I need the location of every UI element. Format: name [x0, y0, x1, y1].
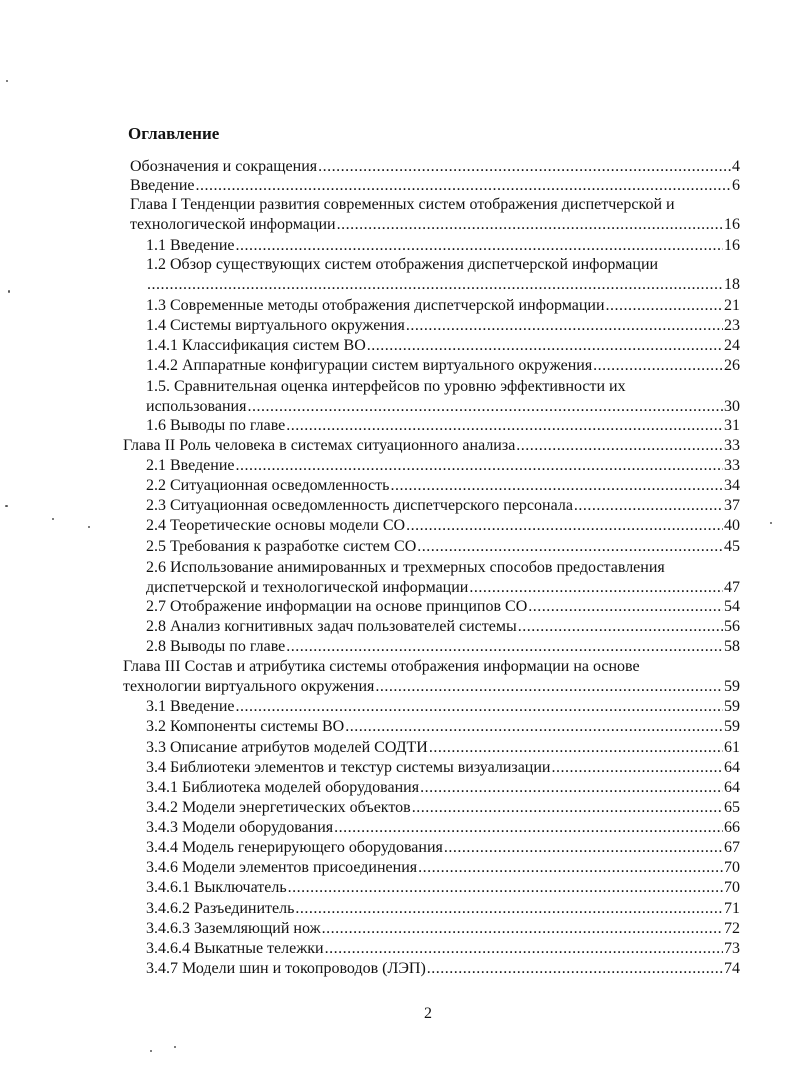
dot-leader — [518, 617, 723, 637]
dot-leader — [367, 336, 723, 356]
toc-entry-page: 21 — [724, 297, 740, 314]
toc-entry-page: 16 — [724, 237, 740, 254]
dot-leader — [417, 537, 723, 557]
dot-leader — [469, 578, 723, 598]
dot-leader — [247, 397, 723, 417]
toc-entry[interactable] — [146, 778, 740, 798]
toc-entry-line: 2.6 Использование анимированных и трехмерных способов предоставления — [146, 559, 665, 576]
dot-leader — [196, 176, 732, 196]
dot-leader — [325, 939, 723, 959]
toc-entry-title: 2.7 Отображение информации на основе принципов СО — [146, 598, 528, 615]
toc-entry[interactable] — [146, 597, 740, 617]
toc-heading: Оглавление — [128, 124, 220, 143]
dot-leader — [412, 798, 723, 818]
toc-entry[interactable] — [130, 176, 740, 196]
dot-leader — [318, 157, 731, 177]
toc-entry-title: Введение — [130, 177, 195, 194]
toc-entry-page: 6 — [732, 177, 740, 194]
dot-leader — [286, 416, 723, 436]
dot-leader — [288, 878, 723, 898]
toc-entry-page: 40 — [724, 517, 740, 534]
toc-entry[interactable] — [146, 959, 740, 979]
toc-entry-line: Глава I Тенденции развития современных систем отображения диспетчерской и — [130, 196, 675, 213]
toc-entry-title: 3.4.6.1 Выключатель — [146, 879, 287, 896]
toc-entry-page: 56 — [724, 618, 740, 635]
toc-entry-title: 3.4 Библиотеки элементов и текстур системы визуализации — [146, 759, 551, 776]
toc-entry[interactable] — [146, 617, 740, 637]
toc-entry-page: 30 — [724, 398, 740, 415]
toc-entry-page: 47 — [724, 579, 740, 596]
toc-entry[interactable] — [146, 397, 740, 417]
toc-entry[interactable] — [146, 356, 740, 376]
dot-leader — [528, 597, 723, 617]
toc-entry-page: 70 — [724, 879, 740, 896]
toc-entry-title: 1.1 Введение — [146, 237, 235, 254]
toc-entry-title: Глава II Роль человека в системах ситуационного анализа — [123, 437, 516, 454]
toc-entry-page: 67 — [724, 839, 740, 856]
toc-entry-page: 59 — [724, 718, 740, 735]
toc-entry-title: 3.4.4 Модель генерирующего оборудования — [146, 839, 443, 856]
toc-entry-title: 2.3 Ситуационная осведомленность диспетчерского персонала — [146, 497, 573, 514]
dot-leader — [418, 858, 723, 878]
toc-entry-title: 3.4.1 Библиотека моделей оборудования — [146, 779, 420, 796]
toc-entry-page: 61 — [724, 739, 740, 756]
toc-entry-page: 59 — [724, 698, 740, 715]
toc-entry-line: 1.5. Сравнительная оценка интерфейсов по уровню эффективности их — [146, 378, 626, 395]
toc-entry-page: 33 — [724, 437, 740, 454]
toc-entry[interactable] — [146, 578, 740, 598]
toc-entry-title: 1.4 Системы виртуального окружения — [146, 317, 405, 334]
toc-entry-title: диспетчерской и технологической информации — [146, 579, 469, 596]
toc-entry-title: использования — [146, 398, 247, 415]
toc-entry-line: Глава III Состав и атрибутика системы отображения информации на основе — [123, 658, 640, 675]
toc-entry[interactable] — [146, 899, 740, 919]
toc-entry[interactable] — [130, 157, 740, 177]
toc-entry-title: технологии виртуального окружения — [123, 678, 375, 695]
scan-speck — [6, 80, 8, 82]
toc-entry-line: 1.2 Обзор существующих систем отображения диспетчерской информации — [146, 256, 659, 273]
toc-entry-page: 70 — [724, 859, 740, 876]
toc-entry-page: 74 — [724, 960, 740, 977]
toc-entry[interactable] — [130, 215, 740, 235]
toc-entry-title: 3.4.3 Модели оборудования — [146, 819, 334, 836]
dot-leader — [444, 838, 723, 858]
toc-entry[interactable] — [146, 637, 740, 657]
toc-entry-title: 3.1 Введение — [146, 698, 235, 715]
toc-entry-title: 3.4.6.3 Заземляющий нож — [146, 920, 321, 937]
dot-leader — [427, 959, 723, 979]
toc-entry[interactable] — [146, 919, 740, 939]
scan-speck — [88, 526, 90, 528]
toc-entry-page: 37 — [724, 497, 740, 514]
toc-entry[interactable] — [146, 878, 740, 898]
toc-entry-title: 2.8 Выводы по главе — [146, 638, 286, 655]
scan-speck — [770, 522, 772, 524]
toc-entry-title: 3.4.7 Модели шин и токопроводов (ЛЭП) — [146, 960, 426, 977]
toc-entry-title: 3.2 Компоненты системы ВО — [146, 718, 345, 735]
toc-entry-title: 2.2 Ситуационная осведомленность — [146, 477, 390, 494]
scan-speck — [8, 290, 10, 293]
toc-entry[interactable] — [146, 275, 740, 295]
dot-leader — [334, 818, 723, 838]
toc-entry[interactable] — [146, 336, 740, 356]
toc-entry[interactable] — [146, 476, 740, 496]
toc-entry-title: 3.4.6.2 Разъединитель — [146, 900, 295, 917]
toc-entry[interactable] — [146, 758, 740, 778]
dot-leader — [375, 677, 723, 697]
toc-entry-page: 59 — [724, 678, 740, 695]
scan-speck — [174, 1046, 176, 1048]
toc-entry-page: 45 — [724, 538, 740, 555]
dot-leader — [593, 356, 723, 376]
dot-leader — [406, 316, 723, 336]
toc-entry-page: 65 — [724, 799, 740, 816]
toc-entry-title: Обозначения и сокращения — [130, 158, 318, 175]
toc-entry[interactable] — [146, 697, 740, 717]
dot-leader — [322, 919, 723, 939]
dot-leader — [390, 476, 723, 496]
toc-entry-title: 3.4.6 Модели элементов присоединения — [146, 859, 418, 876]
toc-entry[interactable] — [146, 858, 740, 878]
dot-leader — [236, 697, 724, 717]
toc-entry-page: 33 — [724, 457, 740, 474]
toc-entry-title: 1.3 Современные методы отображения диспетчерской информации — [146, 297, 605, 314]
toc-entry[interactable] — [123, 677, 740, 697]
toc-entry-page: 72 — [724, 920, 740, 937]
dot-leader — [574, 496, 723, 516]
toc-entry-page: 34 — [724, 477, 740, 494]
toc-entry-page: 58 — [724, 638, 740, 655]
dot-leader — [345, 717, 723, 737]
toc-entry[interactable] — [146, 416, 740, 436]
dot-leader — [429, 738, 723, 758]
toc-entry-title: 3.4.2 Модели энергетических объектов — [146, 799, 411, 816]
toc-entry[interactable] — [146, 316, 740, 336]
scan-speck — [5, 505, 8, 507]
dot-leader — [337, 215, 723, 235]
dot-leader — [295, 899, 723, 919]
toc-entry[interactable] — [146, 738, 740, 758]
toc-entry[interactable] — [146, 296, 740, 316]
toc-entry[interactable] — [146, 818, 740, 838]
dot-leader — [606, 296, 724, 316]
toc-entry-page: 73 — [724, 940, 740, 957]
toc-entry-page: 16 — [724, 216, 740, 233]
toc-entry[interactable] — [146, 838, 740, 858]
toc-entry-title: 2.8 Анализ когнитивных задач пользователей системы — [146, 618, 517, 635]
toc-entry-title: 2.4 Теоретические основы модели СО — [146, 517, 406, 534]
toc-entry-page: 18 — [724, 276, 740, 293]
toc-entry-title: 2.5 Требования к разработке систем СО — [146, 538, 417, 555]
toc-entry-page: 64 — [724, 779, 740, 796]
dot-leader — [406, 516, 723, 536]
toc-entry[interactable] — [146, 939, 740, 959]
dot-leader — [516, 436, 723, 456]
page-number: 2 — [424, 1005, 432, 1022]
toc-entry-page: 71 — [724, 900, 740, 917]
dot-leader — [286, 637, 723, 657]
toc-entry-title: технологической информации — [130, 216, 336, 233]
toc-entry-title: 1.6 Выводы по главе — [146, 417, 286, 434]
toc-entry-page: 24 — [724, 337, 740, 354]
dot-leader — [236, 236, 724, 256]
toc-entry[interactable] — [146, 236, 740, 256]
dot-leader — [147, 275, 723, 295]
toc-entry-page: 23 — [724, 317, 740, 334]
toc-entry[interactable] — [146, 456, 740, 476]
toc-entry-title: 3.4.6.4 Выкатные тележки — [146, 940, 324, 957]
toc-entry[interactable] — [146, 496, 740, 516]
toc-entry-page: 66 — [724, 819, 740, 836]
dot-leader — [420, 778, 723, 798]
scan-speck — [52, 518, 54, 520]
toc-entry-page: 54 — [724, 598, 740, 615]
toc-entry[interactable] — [146, 717, 740, 737]
dot-leader — [551, 758, 723, 778]
toc-entry-title: 1.4.1 Классификация систем ВО — [146, 337, 366, 354]
toc-entry-title: 1.4.2 Аппаратные конфигурации систем виртуального окружения — [146, 357, 593, 374]
toc-entry-page: 26 — [724, 357, 740, 374]
toc-entry[interactable] — [146, 537, 740, 557]
toc-entry[interactable] — [123, 436, 740, 456]
toc-entry-page: 64 — [724, 759, 740, 776]
toc-entry-title: 3.3 Описание атрибутов моделей СОДТИ — [146, 739, 428, 756]
toc-entry-title: 2.1 Введение — [146, 457, 235, 474]
toc-entry-page: 31 — [724, 417, 740, 434]
toc-entry[interactable] — [146, 798, 740, 818]
toc-entry-page: 4 — [732, 158, 740, 175]
dot-leader — [236, 456, 724, 476]
scan-speck — [150, 1050, 152, 1052]
toc-entry[interactable] — [146, 516, 740, 536]
